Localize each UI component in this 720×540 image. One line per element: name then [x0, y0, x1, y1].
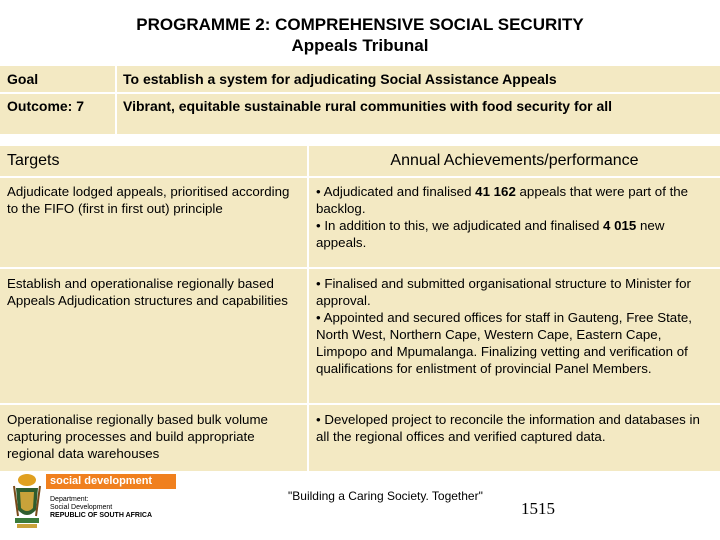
logo-line: Social Development — [50, 504, 113, 511]
achievement-point: • Adjudicated and finalised 41 162 appeals that were part of the backlog. — [316, 184, 689, 216]
achievement-cell — [309, 411, 720, 445]
table-row — [0, 178, 720, 267]
slide-title — [0, 14, 720, 56]
department-logo — [10, 470, 190, 532]
table-row — [0, 405, 720, 471]
outcome-label: Outcome: 7 — [7, 98, 85, 114]
logo-text — [50, 496, 152, 520]
title-line-1: PROGRAMME 2: COMPREHENSIVE SOCIAL SECURITY — [136, 15, 584, 34]
logo-line: Department: — [50, 496, 89, 503]
achievement-cell — [309, 275, 720, 377]
header-row — [0, 146, 720, 176]
table-row — [0, 269, 720, 403]
coat-of-arms-icon — [10, 470, 44, 530]
achievement-cell — [309, 183, 720, 251]
achievements-header: Annual Achievements/performance — [390, 152, 639, 169]
outcome-value: Vibrant, equitable sustainable rural communities with food security for all — [123, 98, 613, 114]
goal-value: To establish a system for adjudicating Social Assistance Appeals — [123, 71, 557, 87]
divider — [115, 66, 117, 134]
title-line-2: Appeals Tribunal — [291, 36, 429, 55]
goal-label: Goal — [7, 71, 39, 87]
page-number: 1515 — [521, 499, 555, 518]
goal-row — [0, 66, 720, 92]
achievement-point: • In addition to this, we adjudicated and finalised 4 015 new appeals. — [316, 218, 665, 250]
achievement-point: • Developed project to reconcile the information and databases in all the regional offices and verified captured data. — [316, 412, 700, 444]
outcome-row — [0, 94, 720, 134]
achievement-point: • Appointed and secured offices for staff in Gauteng, Free State, North West, Northern Cape, Western Cape, Eastern Cape, Limpopo and Mpumalanga. Finalizing vetting and verification of qualifications for enlistment of provincial Panel Members. — [316, 310, 692, 376]
target-cell: Operationalise regionally based bulk volume capturing processes and build appropriate regional data warehouses — [7, 412, 268, 461]
achievement-point: • Finalised and submitted organisational structure to Minister for approval. — [316, 276, 691, 308]
logo-line: REPUBLIC OF SOUTH AFRICA — [50, 512, 153, 519]
divider — [307, 146, 309, 471]
targets-header: Targets — [7, 152, 60, 169]
target-cell: Adjudicate lodged appeals, prioritised according to the FIFO (first in first out) principle — [7, 184, 290, 216]
logo-title: social development — [46, 474, 176, 489]
target-cell: Establish and operationalise regionally based Appeals Adjudication structures and capabilities — [7, 276, 288, 308]
footer-slogan: "Building a Caring Society. Together" — [288, 489, 483, 503]
